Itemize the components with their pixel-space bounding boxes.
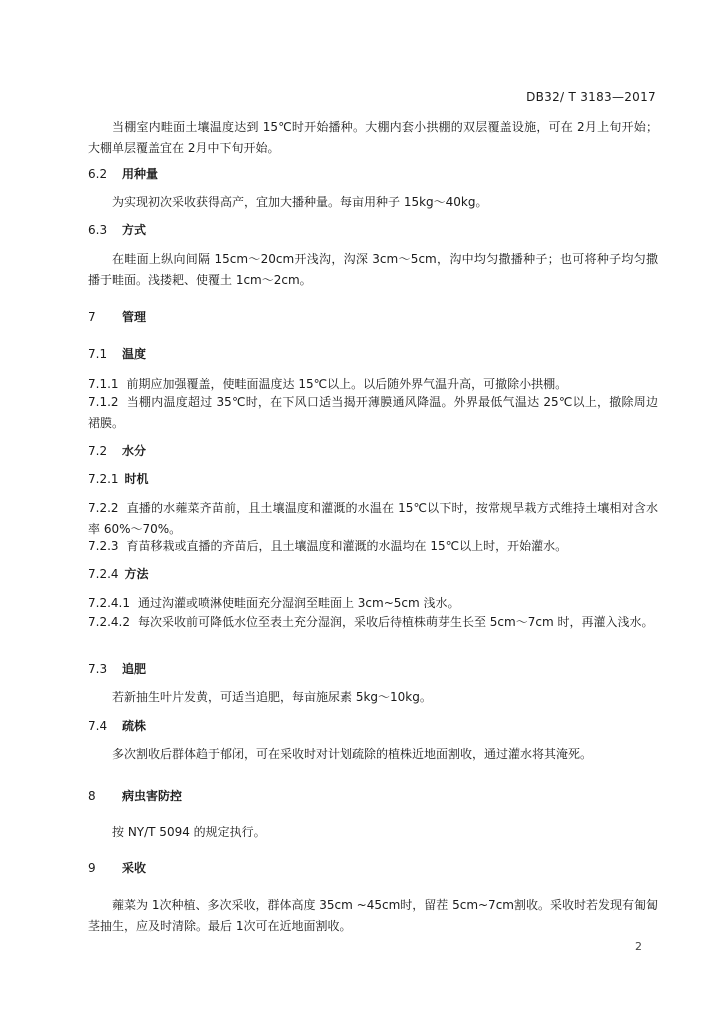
section-title: 病虫害防控	[122, 789, 183, 803]
section-title: 时机	[124, 472, 149, 486]
section-number: 7.2	[88, 444, 108, 458]
section-number: 7.3	[88, 662, 108, 676]
paragraph-pest-control: 按 NY/T 5094 的规定执行。	[112, 825, 266, 839]
paragraph-harvest: 蕹菜为 1次种植、多次采收，群体高度 35cm ~45cm时，留茬 5cm~7cm割收。采收时若发现有匍匐茎抽生，应及时清除。最后 1次可在近地面割收。	[88, 898, 658, 933]
clause-7-2-2	[88, 498, 658, 540]
paragraph-seed-amount: 为实现初次采收获得高产，宜加大播种量。每亩用种子 15kg～40kg。	[112, 195, 488, 209]
section-number: 9	[88, 861, 96, 875]
section-title: 管理	[122, 310, 147, 324]
section-title: 水分	[122, 444, 147, 458]
clause-text: 直播的水蕹菜齐苗前，且土壤温度和灌溉的水温在 15℃以下时，按常规旱栽方式维持土壤相对含水率 60%～70%。	[88, 501, 658, 536]
clause-number: 7.2.4.1	[88, 596, 130, 610]
clause-text: 通过沟灌或喷淋使畦面充分湿润至畦面上 3cm~5cm 浅水。	[137, 596, 460, 610]
clause-text: 每次采收前可降低水位至表土充分湿润，采收后待植株萌芽生长至 5cm～7cm 时，再灌入浅水。	[137, 615, 654, 629]
section-number: 7.2.1	[88, 472, 119, 486]
section-7-2-heading	[88, 441, 658, 462]
section-title: 追肥	[122, 662, 147, 676]
section-8-heading	[88, 786, 658, 807]
section-7-1-heading	[88, 344, 658, 365]
paragraph-sowing-time: 当棚室内畦面土壤温度达到 15℃时开始播种。大棚内套小拱棚的双层覆盖设施，可在 2月上旬开始；大棚单层覆盖宜在 2月中下旬开始。	[88, 120, 658, 155]
section-number: 7.4	[88, 719, 108, 733]
clause-7-1-2	[88, 392, 658, 434]
section-number: 7.2.4	[88, 567, 119, 581]
section-7-2-4-heading	[88, 564, 658, 585]
section-6-3-heading	[88, 220, 658, 241]
paragraph-thinning: 多次割收后群体趋于郁闭，可在采收时对计划疏除的植株近地面割收，通过灌水将其淹死。	[112, 747, 593, 761]
clause-number: 7.2.3	[88, 539, 119, 553]
section-title: 方法	[124, 567, 149, 581]
section-number: 7.1	[88, 347, 108, 361]
clause-number: 7.2.2	[88, 501, 119, 515]
section-7-4-heading	[88, 716, 658, 737]
clause-text: 当棚内温度超过 35℃时，在下风口适当揭开薄膜通风降温。外界最低气温达 25℃以上，撤除周边裙膜。	[88, 395, 658, 430]
section-title: 疏株	[122, 719, 147, 733]
clause-text: 前期应加强覆盖，使畦面温度达 15℃以上。以后随外界气温升高，可撤除小拱棚。	[126, 377, 568, 391]
section-number: 7	[88, 310, 96, 324]
page-number: 2	[635, 940, 642, 953]
paragraph-fertilize: 若新抽生叶片发黄，可适当追肥，每亩施尿素 5kg～10kg。	[112, 690, 432, 704]
section-number: 6.2	[88, 167, 108, 181]
clause-7-2-4-2	[88, 612, 658, 633]
clause-number: 7.1.1	[88, 377, 119, 391]
section-7-3-heading	[88, 659, 658, 680]
clause-number: 7.1.2	[88, 395, 119, 409]
section-6-2-heading	[88, 164, 658, 185]
clause-text: 育苗移栽或直播的齐苗后，且土壤温度和灌溉的水温均在 15℃以上时，开始灌水。	[126, 539, 568, 553]
section-9-heading	[88, 858, 658, 879]
section-number: 6.3	[88, 223, 108, 237]
clause-7-2-4-1	[88, 593, 658, 614]
clause-7-2-3	[88, 536, 658, 557]
section-title: 用种量	[122, 167, 159, 181]
section-title: 采收	[122, 861, 147, 875]
section-7-2-1-heading	[88, 469, 658, 490]
section-7-heading	[88, 307, 658, 328]
clause-number: 7.2.4.2	[88, 615, 130, 629]
paragraph-sowing-method: 在畦面上纵向间隔 15cm～20cm开浅沟，沟深 3cm～5cm，沟中均匀撒播种子；也可将种子均匀撒播于畦面。浅搂耙、使覆土 1cm～2cm。	[88, 252, 658, 287]
section-number: 8	[88, 789, 96, 803]
section-title: 方式	[122, 223, 147, 237]
section-title: 温度	[122, 347, 147, 361]
standard-code: DB32/ T 3183—2017	[526, 90, 656, 104]
